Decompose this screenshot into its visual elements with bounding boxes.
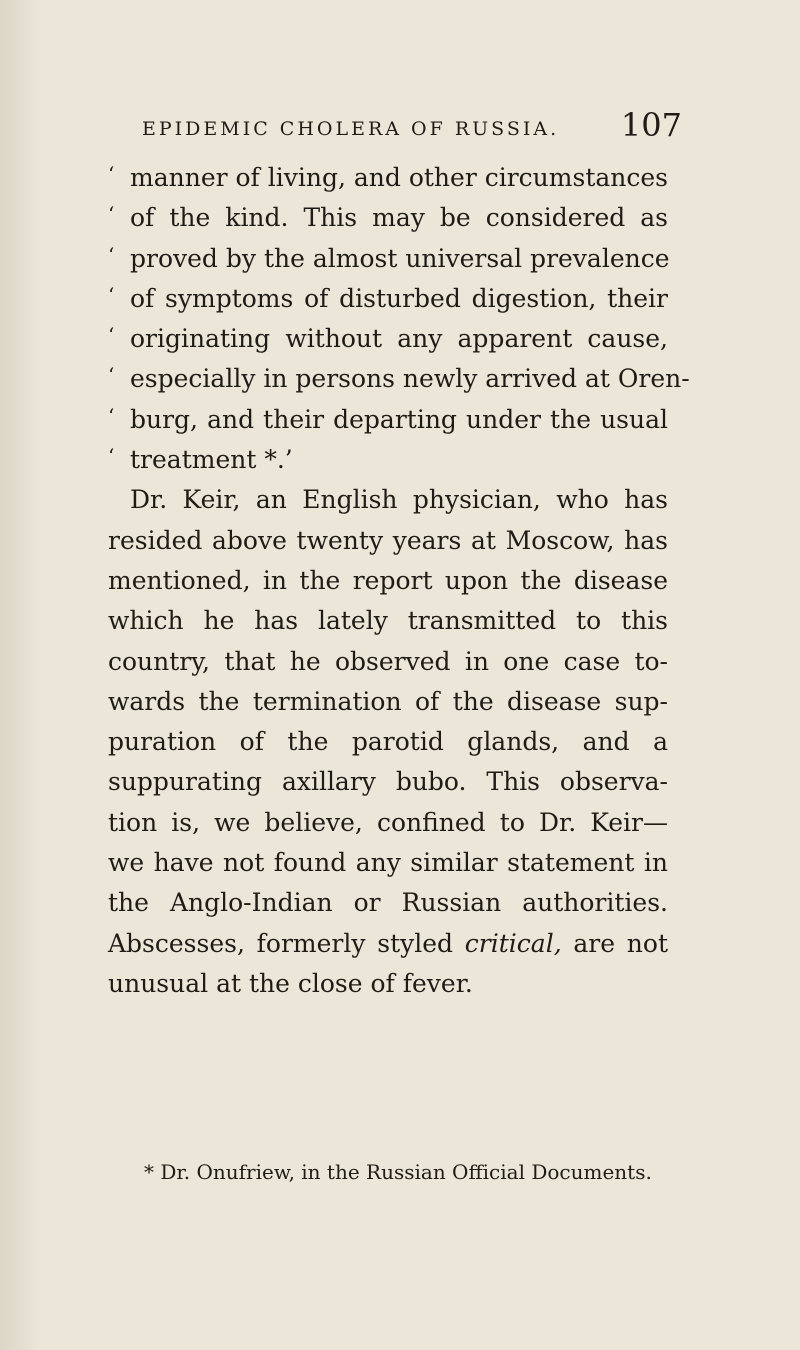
text-line: suppurating axillary bubo. This observa- bbox=[108, 767, 668, 797]
quote-mark: ‘ bbox=[108, 162, 115, 186]
italic-word: critical, bbox=[464, 928, 562, 958]
text-line: ‘ burg, and their departing under the usual bbox=[108, 400, 668, 440]
text-line: ‘ proved by the almost universal prevalence bbox=[108, 239, 668, 279]
text-line: unusual at the close of fever. bbox=[108, 968, 473, 998]
text-line: ‘ especially in persons newly arrived at Oren- bbox=[108, 359, 668, 399]
text-line: ‘ treatment *.’ bbox=[108, 440, 668, 480]
text-line: ‘ of the kind. This may be considered as bbox=[108, 198, 668, 238]
quote-mark: ‘ bbox=[108, 363, 115, 388]
quote-mark: ‘ bbox=[108, 202, 115, 227]
text-line: tion is, we believe, confined to Dr. Keir— bbox=[108, 807, 668, 837]
quote-mark: ‘ bbox=[108, 323, 115, 348]
text-line: mentioned, in the report upon the disease bbox=[108, 565, 668, 595]
text-line: ‘ of symptoms of disturbed digestion, their bbox=[108, 279, 668, 319]
text-line: ‘ originating without any apparent cause, bbox=[108, 319, 668, 359]
body-text bbox=[108, 158, 690, 1004]
text-line: which he has lately transmitted to this bbox=[108, 606, 668, 636]
text-line: we have not found any similar statement in bbox=[108, 848, 668, 878]
text-line: Abscesses, formerly styled critical, are not bbox=[108, 928, 668, 958]
quote-mark: ‘ bbox=[108, 444, 115, 469]
quote-mark: ‘ bbox=[108, 242, 115, 267]
quote-mark: ‘ bbox=[108, 403, 115, 428]
text-line: Dr. Keir, an English physician, who has bbox=[130, 485, 668, 515]
text-line: wards the termination of the disease sup- bbox=[108, 686, 668, 716]
page-number: 107 bbox=[620, 106, 682, 144]
running-title: EPIDEMIC CHOLERA OF RUSSIA. bbox=[142, 118, 560, 140]
quote-mark: ‘ bbox=[108, 282, 115, 307]
footnote: * Dr. Onufriew, in the Russian Official Documents. bbox=[144, 1160, 652, 1184]
page-header bbox=[142, 82, 682, 142]
text-line: country, that he observed in one case to- bbox=[108, 646, 668, 676]
text-line: puration of the parotid glands, and a bbox=[108, 727, 668, 757]
text-line: ‘ manner of living, and other circumstances bbox=[108, 158, 668, 198]
text-line: resided above twenty years at Moscow, has bbox=[108, 525, 668, 555]
text-line: the Anglo-Indian or Russian authorities. bbox=[108, 888, 668, 918]
